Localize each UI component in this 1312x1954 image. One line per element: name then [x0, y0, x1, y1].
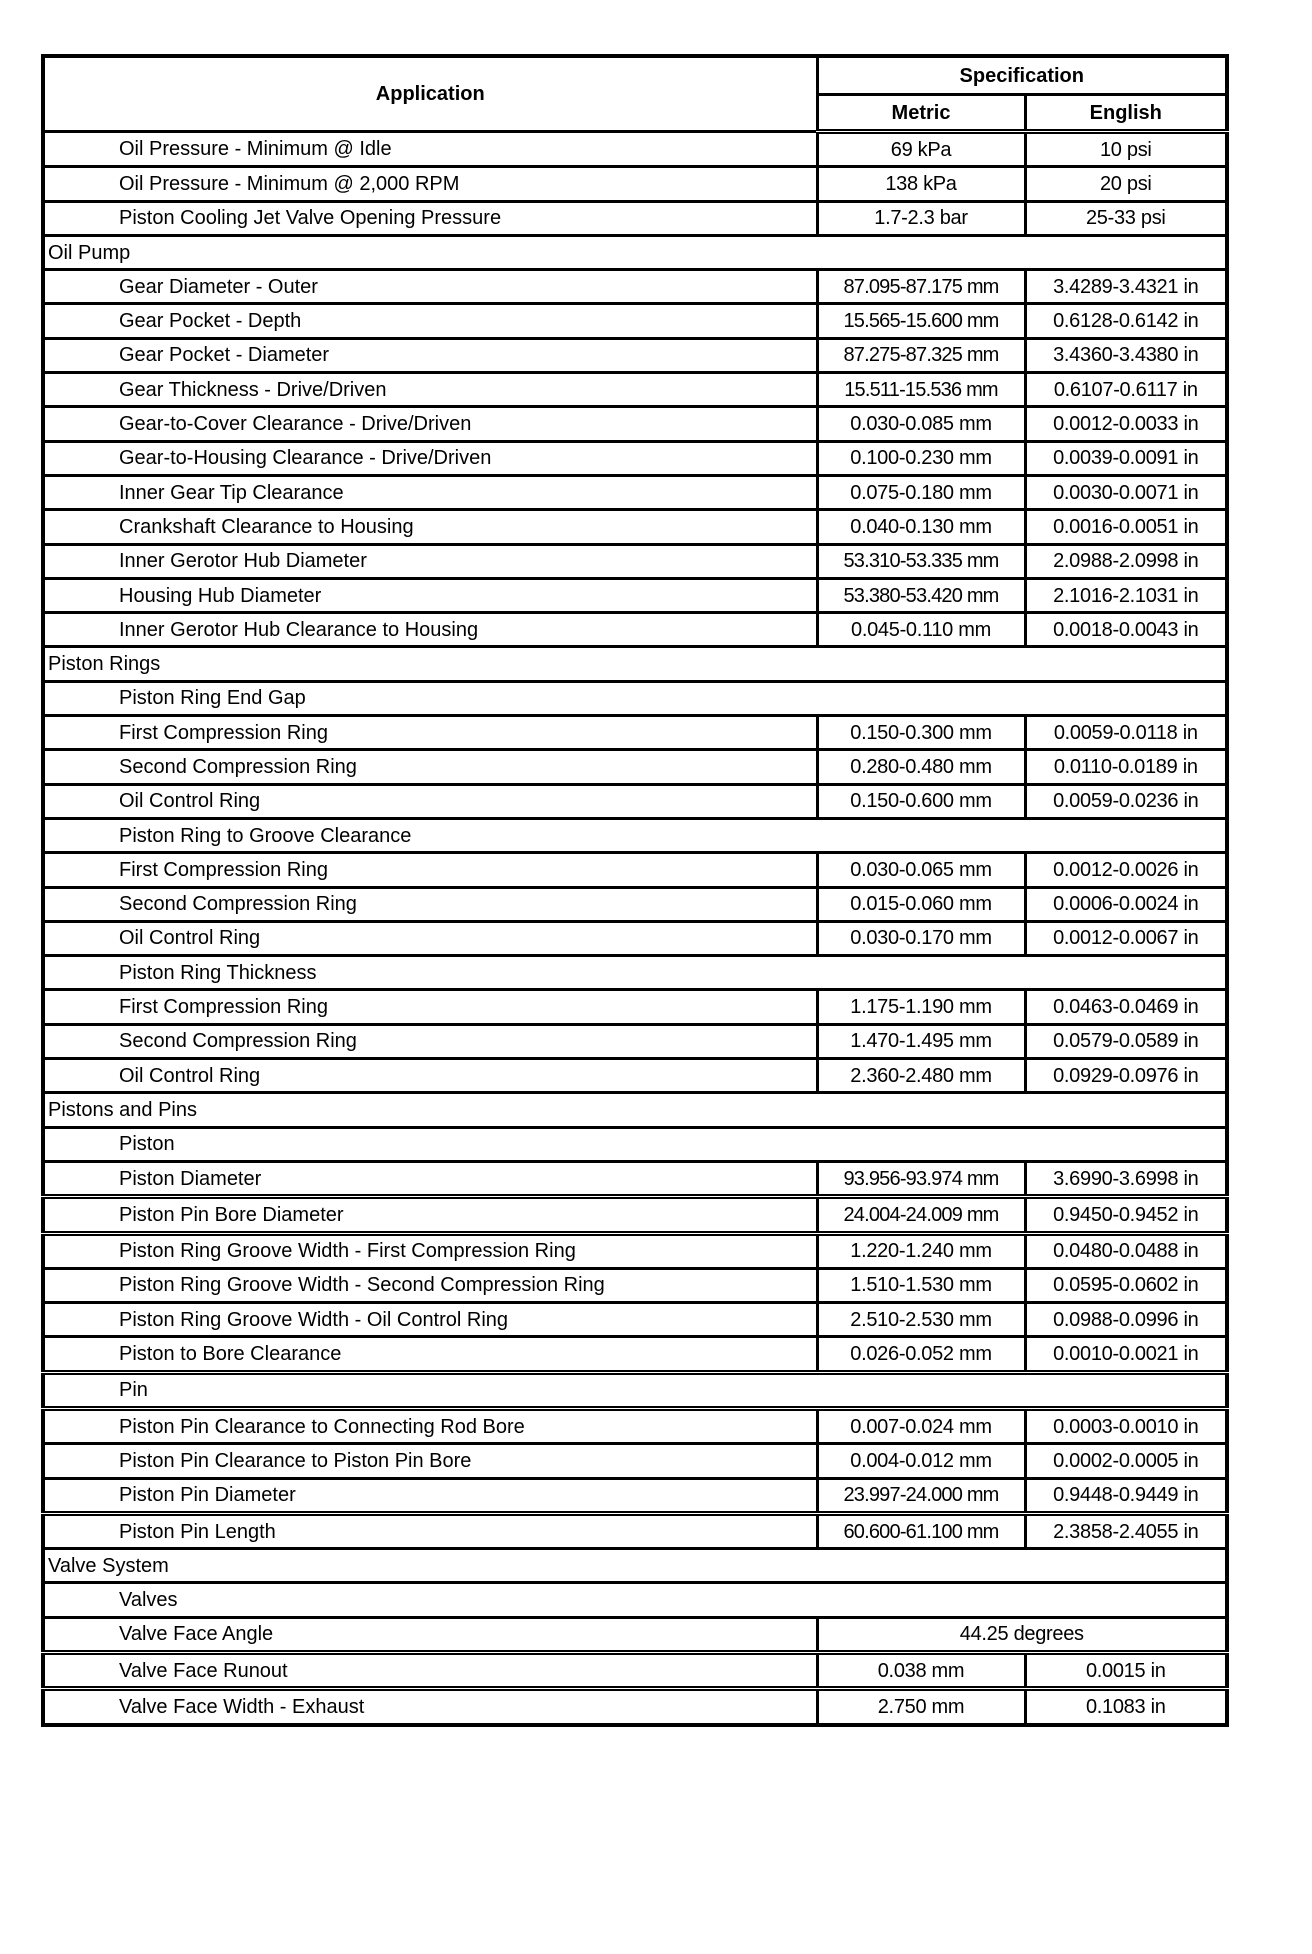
- application-cell: Piston Ring Groove Width - First Compression Ring: [43, 1233, 817, 1268]
- application-cell: Second Compression Ring: [43, 1024, 817, 1058]
- metric-cell: 0.150-0.600 mm: [817, 784, 1025, 818]
- table-row: [43, 270, 1227, 304]
- table-row: [43, 1161, 1227, 1196]
- metric-cell: 24.004-24.009 mm: [817, 1197, 1025, 1233]
- application-cell: Inner Gerotor Hub Diameter: [43, 544, 817, 578]
- english-cell: 0.0010-0.0021 in: [1025, 1337, 1227, 1372]
- subsection-row: [43, 1372, 1227, 1408]
- application-cell: Piston Diameter: [43, 1161, 817, 1196]
- table-row: [43, 475, 1227, 509]
- application-header: Application: [43, 56, 817, 132]
- application-cell: Piston Ring Groove Width - Second Compression Ring: [43, 1268, 817, 1302]
- section-row: [43, 1093, 1227, 1127]
- table-row: [43, 1059, 1227, 1093]
- table-row: [43, 1653, 1227, 1689]
- table-row: [43, 887, 1227, 921]
- application-cell: Gear-to-Cover Clearance - Drive/Driven: [43, 407, 817, 441]
- application-cell: Oil Control Ring: [43, 1059, 817, 1093]
- application-cell: Gear Pocket - Diameter: [43, 338, 817, 372]
- english-cell: 2.3858-2.4055 in: [1025, 1513, 1227, 1548]
- english-cell: 0.0012-0.0067 in: [1025, 921, 1227, 955]
- metric-cell: 1.470-1.495 mm: [817, 1024, 1025, 1058]
- english-cell: 0.0012-0.0026 in: [1025, 853, 1227, 887]
- application-cell: Second Compression Ring: [43, 750, 817, 784]
- table-row: [43, 132, 1227, 167]
- english-cell: 0.9450-0.9452 in: [1025, 1197, 1227, 1233]
- metric-cell: 0.015-0.060 mm: [817, 887, 1025, 921]
- metric-cell: 0.040-0.130 mm: [817, 510, 1025, 544]
- table-row: [43, 1478, 1227, 1513]
- subsection-row: [43, 1583, 1227, 1617]
- english-header: English: [1025, 95, 1227, 132]
- metric-cell: 0.030-0.170 mm: [817, 921, 1025, 955]
- english-cell: 0.0110-0.0189 in: [1025, 750, 1227, 784]
- application-cell: Gear Diameter - Outer: [43, 270, 817, 304]
- table-row: [43, 441, 1227, 475]
- application-cell: Inner Gear Tip Clearance: [43, 475, 817, 509]
- table-row: [43, 1233, 1227, 1268]
- section-row: [43, 1549, 1227, 1583]
- application-cell: Piston Pin Clearance to Piston Pin Bore: [43, 1444, 817, 1478]
- metric-cell: 0.026-0.052 mm: [817, 1337, 1025, 1372]
- table-row: [43, 578, 1227, 612]
- metric-cell: 1.510-1.530 mm: [817, 1268, 1025, 1302]
- table-row: [43, 1689, 1227, 1725]
- metric-cell: 15.565-15.600 mm: [817, 304, 1025, 338]
- metric-cell: 93.956-93.974 mm: [817, 1161, 1025, 1196]
- metric-cell: 0.100-0.230 mm: [817, 441, 1025, 475]
- subsection-label: Piston Ring Thickness: [43, 956, 1227, 990]
- metric-cell: 0.038 mm: [817, 1653, 1025, 1689]
- table-row: [43, 784, 1227, 818]
- english-cell: 0.0595-0.0602 in: [1025, 1268, 1227, 1302]
- application-cell: Piston Pin Length: [43, 1513, 817, 1548]
- metric-cell: 2.510-2.530 mm: [817, 1303, 1025, 1337]
- section-row: [43, 235, 1227, 269]
- table-row: [43, 990, 1227, 1024]
- english-cell: 0.0006-0.0024 in: [1025, 887, 1227, 921]
- section-label: Oil Pump: [43, 235, 1227, 269]
- english-cell: 0.0480-0.0488 in: [1025, 1233, 1227, 1268]
- english-cell: 0.0018-0.0043 in: [1025, 613, 1227, 647]
- application-cell: Piston Pin Clearance to Connecting Rod Bore: [43, 1408, 817, 1443]
- table-header: [43, 56, 1227, 132]
- metric-cell: 60.600-61.100 mm: [817, 1513, 1025, 1548]
- application-cell: First Compression Ring: [43, 990, 817, 1024]
- english-cell: 25-33 psi: [1025, 201, 1227, 235]
- application-cell: Inner Gerotor Hub Clearance to Housing: [43, 613, 817, 647]
- english-cell: 2.1016-2.1031 in: [1025, 578, 1227, 612]
- application-cell: Gear Pocket - Depth: [43, 304, 817, 338]
- english-cell: 0.0030-0.0071 in: [1025, 475, 1227, 509]
- table-row: [43, 1197, 1227, 1233]
- table-row: [43, 373, 1227, 407]
- english-cell: 0.0988-0.0996 in: [1025, 1303, 1227, 1337]
- english-cell: 20 psi: [1025, 167, 1227, 201]
- table-row: [43, 1617, 1227, 1652]
- metric-cell: 0.045-0.110 mm: [817, 613, 1025, 647]
- metric-cell: 2.750 mm: [817, 1689, 1025, 1725]
- metric-cell: 15.511-15.536 mm: [817, 373, 1025, 407]
- metric-cell: 1.220-1.240 mm: [817, 1233, 1025, 1268]
- metric-cell: 0.075-0.180 mm: [817, 475, 1025, 509]
- table-row: [43, 613, 1227, 647]
- table-row: [43, 716, 1227, 750]
- subsection-row: [43, 818, 1227, 852]
- metric-cell: 1.175-1.190 mm: [817, 990, 1025, 1024]
- application-cell: Gear Thickness - Drive/Driven: [43, 373, 817, 407]
- english-cell: 0.6128-0.6142 in: [1025, 304, 1227, 338]
- metric-cell: 53.310-53.335 mm: [817, 544, 1025, 578]
- table-row: [43, 1337, 1227, 1372]
- english-cell: 0.0039-0.0091 in: [1025, 441, 1227, 475]
- application-cell: Piston Pin Diameter: [43, 1478, 817, 1513]
- application-cell: Piston Cooling Jet Valve Opening Pressure: [43, 201, 817, 235]
- metric-cell: 2.360-2.480 mm: [817, 1059, 1025, 1093]
- application-cell: Valve Face Runout: [43, 1653, 817, 1689]
- application-cell: Housing Hub Diameter: [43, 578, 817, 612]
- table-row: [43, 1303, 1227, 1337]
- metric-cell: 0.007-0.024 mm: [817, 1408, 1025, 1443]
- section-label: Piston Rings: [43, 647, 1227, 681]
- metric-cell: 87.095-87.175 mm: [817, 270, 1025, 304]
- english-cell: 0.0015 in: [1025, 1653, 1227, 1689]
- english-cell: 0.1083 in: [1025, 1689, 1227, 1725]
- table-row: [43, 750, 1227, 784]
- section-label: Pistons and Pins: [43, 1093, 1227, 1127]
- metric-cell: 138 kPa: [817, 167, 1025, 201]
- metric-header: Metric: [817, 95, 1025, 132]
- table-row: [43, 304, 1227, 338]
- subsection-row: [43, 956, 1227, 990]
- english-cell: 2.0988-2.0998 in: [1025, 544, 1227, 578]
- metric-cell: 87.275-87.325 mm: [817, 338, 1025, 372]
- table-row: [43, 510, 1227, 544]
- table-row: [43, 1513, 1227, 1548]
- english-cell: 3.4289-3.4321 in: [1025, 270, 1227, 304]
- section-row: [43, 647, 1227, 681]
- metric-cell: 0.150-0.300 mm: [817, 716, 1025, 750]
- table-row: [43, 544, 1227, 578]
- section-label: Valve System: [43, 1549, 1227, 1583]
- table-row: [43, 1268, 1227, 1302]
- english-cell: 3.4360-3.4380 in: [1025, 338, 1227, 372]
- english-cell: 0.0929-0.0976 in: [1025, 1059, 1227, 1093]
- metric-cell: 0.004-0.012 mm: [817, 1444, 1025, 1478]
- subsection-label: Valves: [43, 1583, 1227, 1617]
- application-cell: Valve Face Width - Exhaust: [43, 1689, 817, 1725]
- english-cell: 0.9448-0.9449 in: [1025, 1478, 1227, 1513]
- application-cell: Gear-to-Housing Clearance - Drive/Driven: [43, 441, 817, 475]
- metric-cell: 1.7-2.3 bar: [817, 201, 1025, 235]
- specification-header: Specification: [817, 56, 1227, 95]
- application-cell: First Compression Ring: [43, 716, 817, 750]
- metric-cell: 69 kPa: [817, 132, 1025, 167]
- table-row: [43, 407, 1227, 441]
- application-cell: Oil Control Ring: [43, 921, 817, 955]
- metric-cell: 0.030-0.085 mm: [817, 407, 1025, 441]
- application-cell: Oil Control Ring: [43, 784, 817, 818]
- table-row: [43, 201, 1227, 235]
- application-cell: Oil Pressure - Minimum @ Idle: [43, 132, 817, 167]
- table-row: [43, 1408, 1227, 1443]
- merged-value-cell: 44.25 degrees: [817, 1617, 1227, 1652]
- english-cell: 0.0463-0.0469 in: [1025, 990, 1227, 1024]
- application-cell: Oil Pressure - Minimum @ 2,000 RPM: [43, 167, 817, 201]
- application-cell: First Compression Ring: [43, 853, 817, 887]
- application-cell: Second Compression Ring: [43, 887, 817, 921]
- application-cell: Piston Ring Groove Width - Oil Control Ring: [43, 1303, 817, 1337]
- table-row: [43, 853, 1227, 887]
- table-row: [43, 1024, 1227, 1058]
- metric-cell: 0.280-0.480 mm: [817, 750, 1025, 784]
- metric-cell: 0.030-0.065 mm: [817, 853, 1025, 887]
- english-cell: 0.0003-0.0010 in: [1025, 1408, 1227, 1443]
- metric-cell: 23.997-24.000 mm: [817, 1478, 1025, 1513]
- application-cell: Valve Face Angle: [43, 1617, 817, 1652]
- english-cell: 0.0002-0.0005 in: [1025, 1444, 1227, 1478]
- english-cell: 3.6990-3.6998 in: [1025, 1161, 1227, 1196]
- table-row: [43, 1444, 1227, 1478]
- table-body: [43, 132, 1227, 1725]
- metric-cell: 53.380-53.420 mm: [817, 578, 1025, 612]
- english-cell: 10 psi: [1025, 132, 1227, 167]
- table-row: [43, 167, 1227, 201]
- english-cell: 0.0579-0.0589 in: [1025, 1024, 1227, 1058]
- subsection-row: [43, 1127, 1227, 1161]
- subsection-label: Piston: [43, 1127, 1227, 1161]
- english-cell: 0.0016-0.0051 in: [1025, 510, 1227, 544]
- subsection-label: Pin: [43, 1372, 1227, 1408]
- english-cell: 0.0012-0.0033 in: [1025, 407, 1227, 441]
- application-cell: Piston to Bore Clearance: [43, 1337, 817, 1372]
- subsection-label: Piston Ring End Gap: [43, 681, 1227, 715]
- application-cell: Crankshaft Clearance to Housing: [43, 510, 817, 544]
- specification-table: [41, 54, 1229, 1727]
- subsection-row: [43, 681, 1227, 715]
- subsection-label: Piston Ring to Groove Clearance: [43, 818, 1227, 852]
- table-row: [43, 338, 1227, 372]
- application-cell: Piston Pin Bore Diameter: [43, 1197, 817, 1233]
- english-cell: 0.0059-0.0236 in: [1025, 784, 1227, 818]
- english-cell: 0.0059-0.0118 in: [1025, 716, 1227, 750]
- english-cell: 0.6107-0.6117 in: [1025, 373, 1227, 407]
- table-row: [43, 921, 1227, 955]
